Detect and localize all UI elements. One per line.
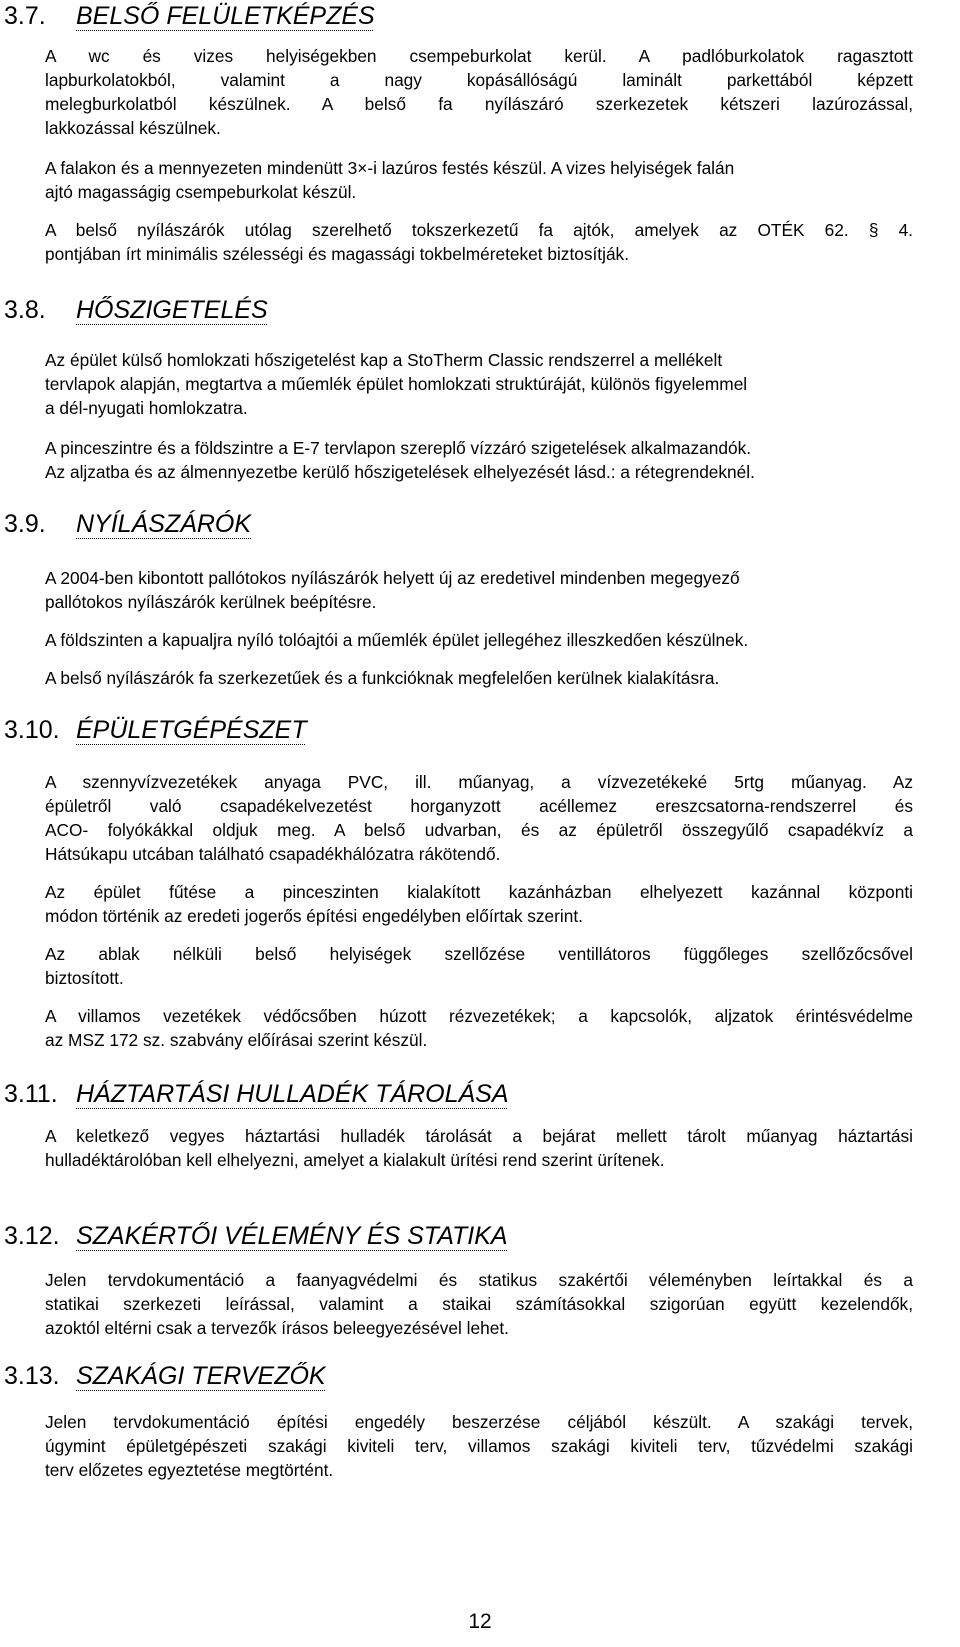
page-number: 12 bbox=[468, 1610, 492, 1633]
text-line: épületről való csapadékelvezetést horganyzott acéllemez ereszcsatorna-rendszerrel és bbox=[45, 796, 913, 816]
paragraph bbox=[45, 628, 913, 652]
paragraph bbox=[45, 942, 913, 990]
paragraph bbox=[45, 156, 913, 204]
text-line: Az ablak nélküli belső helyiségek szellőzése ventillátoros függőleges szellőzőcsővel bbox=[45, 944, 913, 964]
text-line: tervlapok alapján, megtartva a műemlék épület homlokzati struktúráját, különös figyelemmel bbox=[45, 374, 748, 394]
text-line: Hátsúkapu utcában található csapadékhálózatra rákötendő. bbox=[45, 844, 501, 864]
section-title: BELSŐ FELÜLETKÉPZÉS bbox=[76, 2, 375, 30]
text-line: A földszinten a kapualjra nyíló tolóajtói a műemlék épület jellegéhez illeszkedően készülnek. bbox=[45, 630, 749, 650]
text-line: pallótokos nyílászárók kerülnek beépítésre. bbox=[45, 592, 377, 612]
text-line: A villamos vezetékek védőcsőben húzott rézvezetékek; a kapcsolók, aljzatok érintésvédelme bbox=[45, 1006, 913, 1026]
text-line: melegburkolatból készülnek. A belső fa nyílászáró szerkezetek kétszeri lazúrozással, bbox=[45, 94, 913, 114]
paragraph bbox=[45, 1004, 913, 1052]
section-title: NYÍLÁSZÁRÓK bbox=[76, 510, 252, 538]
text-line: lapburkolatokból, valamint a nagy kopásállóságú laminált parkettából képzett bbox=[45, 70, 913, 90]
text-line: A belső nyílászárók utólag szerelhető tokszerkezetű fa ajtók, amelyek az OTÉK 62. § 4. bbox=[45, 220, 913, 240]
section-title: HŐSZIGETELÉS bbox=[76, 296, 268, 324]
paragraph bbox=[45, 880, 913, 928]
section-number: 3.8. bbox=[4, 296, 46, 324]
text-line: hulladéktárolóban kell elhelyezni, amelyet a kialakult ürítési rend szerint ürítenek. bbox=[45, 1150, 665, 1170]
text-line: az MSZ 172 sz. szabvány előírásai szerint készül. bbox=[45, 1030, 428, 1050]
paragraph bbox=[45, 348, 913, 420]
section-heading-3-13 bbox=[4, 1362, 326, 1391]
text-line: a dél-nyugati homlokzatra. bbox=[45, 398, 248, 418]
section-heading-3-8 bbox=[4, 296, 268, 325]
section-title: ÉPÜLETGÉPÉSZET bbox=[76, 716, 307, 744]
paragraph bbox=[45, 770, 913, 866]
paragraph bbox=[45, 1124, 913, 1172]
section-number: 3.12. bbox=[4, 1222, 60, 1250]
section-number: 3.10. bbox=[4, 716, 60, 744]
text-line: A 2004-ben kibontott pallótokos nyílászárók helyett új az eredetivel mindenben megegyező bbox=[45, 568, 740, 588]
paragraph bbox=[45, 218, 913, 266]
text-line: azoktól eltérni csak a tervezők írásos beleegyezésével lehet. bbox=[45, 1318, 509, 1338]
text-line: A belső nyílászárók fa szerkezetűek és a funkcióknak megfelelően kerülnek kialakításra. bbox=[45, 668, 720, 688]
text-line: ajtó magasságig csempeburkolat készül. bbox=[45, 182, 357, 202]
section-number: 3.13. bbox=[4, 1362, 60, 1390]
text-line: statikai szerkezeti leírással, valamint a staikai számításokkal szigorúan együtt kezelendők, bbox=[45, 1294, 913, 1314]
text-line: A keletkező vegyes háztartási hulladék tárolását a bejárat mellett tárolt műanyag háztartási bbox=[45, 1126, 913, 1146]
section-heading-3-9 bbox=[4, 510, 251, 539]
text-line: A falakon és a mennyezeten mindenütt 3×-i lazúros festés készül. A vizes helyiségek falán bbox=[45, 158, 735, 178]
text-line: A wc és vizes helyiségekben csempeburkolat kerül. A padlóburkolatok ragasztott bbox=[45, 46, 913, 66]
text-line: A szennyvízvezetékek anyaga PVC, ill. műanyag, a vízvezetékeké 5rtg műanyag. Az bbox=[45, 772, 913, 792]
section-number: 3.9. bbox=[4, 510, 46, 538]
paragraph bbox=[45, 1410, 913, 1482]
section-title: SZAKÁGI TERVEZŐK bbox=[76, 1362, 326, 1390]
section-number: 3.7. bbox=[4, 2, 46, 30]
text-line: biztosított. bbox=[45, 968, 124, 988]
paragraph bbox=[45, 436, 913, 484]
text-line: Jelen tervdokumentáció építési engedély beszerzése céljából készült. A szakági tervek, bbox=[45, 1412, 913, 1432]
paragraph bbox=[45, 666, 913, 690]
section-heading-3-7 bbox=[4, 2, 375, 31]
section-heading-3-12 bbox=[4, 1222, 508, 1251]
text-line: pontjában írt minimális szélességi és magassági tokbelméreteket biztosítják. bbox=[45, 244, 629, 264]
text-line: ACO- folyókákkal oldjuk meg. A belső udvarban, és az épületről összegyűlő csapadékvíz a bbox=[45, 820, 913, 840]
text-line: úgymint épületgépészeti szakági kiviteli terv, villamos szakági kiviteli terv, tűzvédelmi szakági bbox=[45, 1436, 913, 1456]
section-heading-3-11 bbox=[4, 1080, 509, 1109]
text-line: Az épület külső homlokzati hőszigetelést kap a StoTherm Classic rendszerrel a mellékelt bbox=[45, 350, 723, 370]
section-title: SZAKÉRTŐI VÉLEMÉNY ÉS STATIKA bbox=[76, 1222, 508, 1250]
text-line: A pinceszintre és a földszintre a E-7 tervlapon szereplő vízzáró szigetelések alkalmazandók. bbox=[45, 438, 752, 458]
text-line: Az épület fűtése a pinceszinten kialakított kazánházban elhelyezett kazánnal központi bbox=[45, 882, 913, 902]
paragraph bbox=[45, 1268, 913, 1340]
text-line: lakkozással készülnek. bbox=[45, 118, 221, 138]
text-line: módon történik az eredeti jogerős építési engedélyben előírtak szerint. bbox=[45, 906, 583, 926]
text-line: Jelen tervdokumentáció a faanyagvédelmi és statikus szakértői véleményben leírtakkal és a bbox=[45, 1270, 913, 1290]
section-number: 3.11. bbox=[4, 1080, 58, 1108]
section-title: HÁZTARTÁSI HULLADÉK TÁROLÁSA bbox=[76, 1080, 509, 1108]
text-line: Az aljzatba és az álmennyezetbe kerülő hőszigetelések elhelyezését lásd.: a rétegrendeknél. bbox=[45, 462, 755, 482]
paragraph bbox=[45, 44, 913, 140]
paragraph bbox=[45, 566, 913, 614]
section-heading-3-10 bbox=[4, 716, 307, 745]
text-line: terv előzetes egyeztetése megtörtént. bbox=[45, 1460, 334, 1480]
